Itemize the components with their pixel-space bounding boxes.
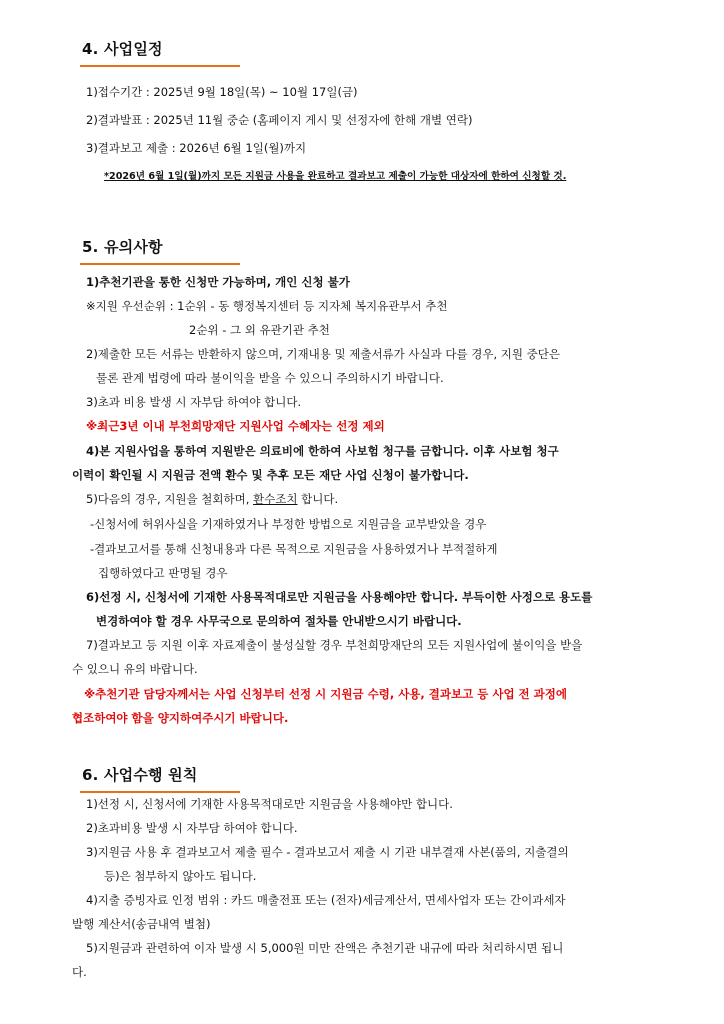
s4-line-1: 1)접수기간 : 2025년 9월 18일(목) ~ 10월 17일(금) [86,85,358,99]
s5-warning-3: 협조하여야 함을 양지하여주시기 바랍니다. [72,711,289,725]
s5-line-12: -결과보고서를 통해 신청내용과 다른 목적으로 지원금을 사용하였거나 부적절하게 [90,542,498,556]
s5-line-13: 집행하였다고 판명될 경우 [98,566,228,580]
s5-line-4: 2)제출한 모든 서류는 반환하지 않으며, 기재내용 및 제출서류가 사실과 다를 경우, 지원 중단은 [86,347,561,361]
s5-line-16: 7)결과보고 등 지원 이후 자료제출이 불성실할 경우 부천희망재단의 모든 지원사업에 불이익을 받을 [86,638,583,652]
s5-line-10-underlined: 환수조치 [253,492,298,506]
section-5-title: 5. 유의사항 [80,236,240,265]
s6-line-7: 5)지원금과 관련하여 이자 발생 시 5,000원 미만 잔액은 추천기관 내규에 따라 처리하시면 됩니 [86,941,564,955]
s5-warning-1: ※최근3년 이내 부천희망재단 지원사업 수혜자는 선정 제외 [86,419,385,433]
s4-line-3: 3)결과보고 제출 : 2026년 6월 1일(월)까지 [86,141,307,155]
s6-line-6: 발행 계산서(송금내역 별첨) [72,917,211,931]
section-4-title: 4. 사업일정 [80,38,240,67]
s6-line-1: 1)선정 시, 신청서에 기재한 사용목적대로만 지원금을 사용해야만 합니다. [86,797,453,811]
section-6-title: 6. 사업수행 원칙 [80,764,240,793]
s5-line-10 [86,491,338,507]
s5-line-10-a: 5)다음의 경우, 지원을 철회하며, [86,492,254,506]
s5-line-5: 물론 관계 법령에 따라 불이익을 받을 수 있으니 주의하시기 바랍니다. [96,371,444,385]
s5-line-6: 3)초과 비용 발생 시 자부담 하여야 합니다. [86,395,302,409]
s5-line-8: 4)본 지원사업을 통하여 지원받은 의료비에 한하여 사보험 청구를 금합니다. 이후 사보험 청구 [86,444,559,458]
s5-line-1: 1)추천기관을 통한 신청만 가능하며, 개인 신청 불가 [86,275,350,289]
s5-line-11: -신청서에 허위사실을 기재하였거나 부정한 방법으로 지원금을 교부받았을 경우 [90,517,487,531]
s5-line-15: 변경하여야 할 경우 사무국으로 문의하여 절차를 안내받으시기 바랍니다. [96,614,462,628]
s5-line-3: 2순위 - 그 외 유관기관 추천 [189,323,330,337]
s4-note: *2026년 6월 1일(월)까지 모든 지원금 사용을 완료하고 결과보고 제출이 가능한 대상자에 한하여 신청할 것. [104,171,567,182]
s5-warning-2: ※추천기관 담당자께서는 사업 신청부터 선정 시 지원금 수령, 사용, 결과보고 등 사업 전 과정에 [84,687,567,701]
s5-line-9: 이력이 확인될 시 지원금 전액 환수 및 추후 모든 재단 사업 신청이 불가합니다. [72,468,469,482]
s6-line-3: 3)지원금 사용 후 결과보고서 제출 필수 - 결과보고서 제출 시 기관 내부결재 사본(품의, 지출결의 [86,845,569,859]
s4-line-2: 2)결과발표 : 2025년 11월 중순 (홈페이지 게시 및 선정자에 한해 개별 연락) [86,113,473,127]
s5-line-14: 6)선정 시, 신청서에 기재한 사용목적대로만 지원금을 사용해야만 합니다. 부득이한 사정으로 용도를 [86,590,593,604]
s6-line-8: 다. [72,965,87,979]
s6-line-4: 등)은 첨부하지 않아도 됩니다. [104,869,257,883]
s5-line-2: ※지원 우선순위 : 1순위 - 동 행정복지센터 등 지자체 복지유관부서 추천 [86,299,448,313]
s5-line-10-c: 합니다. [297,492,339,506]
s6-line-2: 2)초과비용 발생 시 자부담 하여야 합니다. [86,821,298,835]
s5-line-17: 수 있으니 유의 바랍니다. [72,662,198,676]
s6-line-5: 4)지출 증빙자료 인정 범위 : 카드 매출전표 또는 (전자)세금계산서, 면세사업자 또는 간이과세자 [86,893,566,907]
